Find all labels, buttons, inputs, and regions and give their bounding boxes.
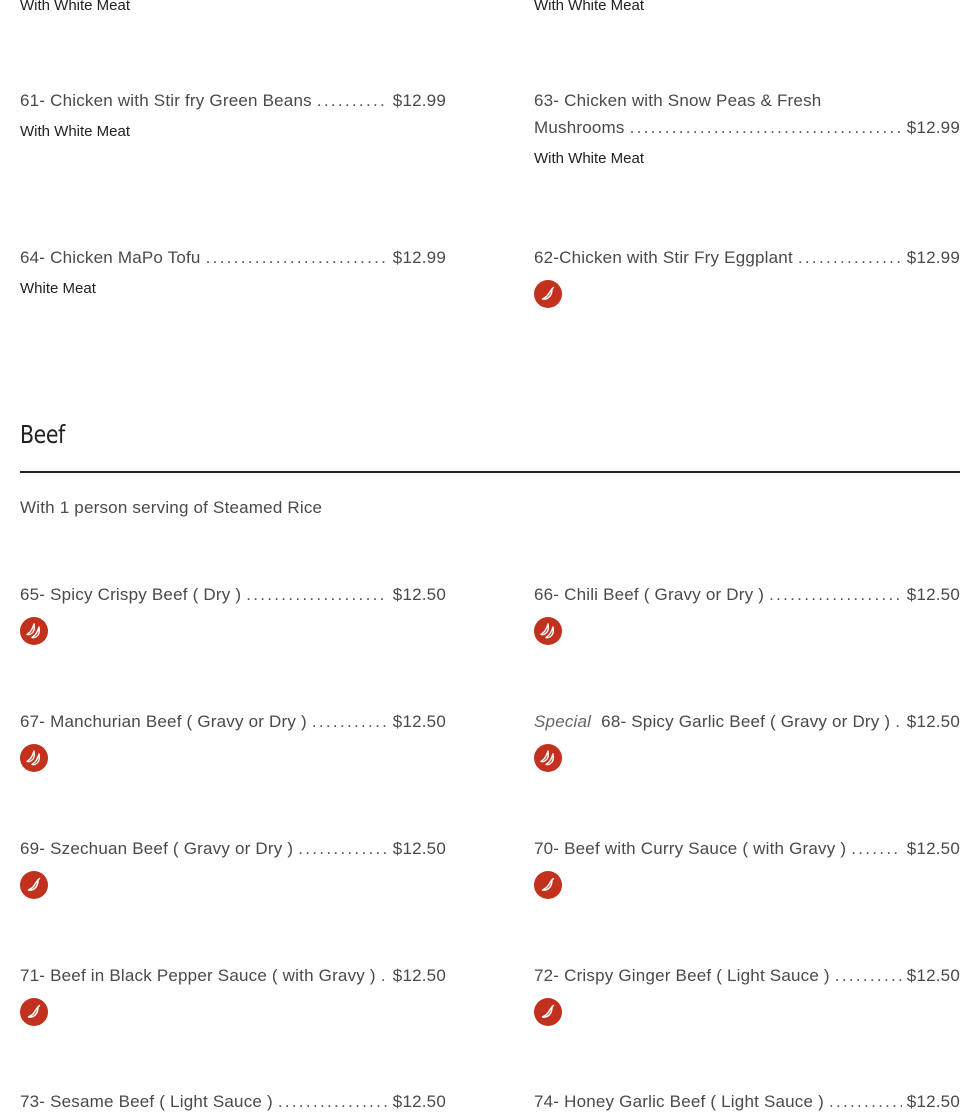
item-price: $12.99 [392,248,446,267]
item-name: 69- Szechuan Beef ( Gravy or Dry ) [20,839,294,858]
double-chili-pepper-icon [20,744,48,772]
item-name-line2: Mushrooms [534,118,625,137]
item-price: $12.99 [906,118,960,137]
item-price: $12.50 [392,839,446,858]
special-tag: Special [534,712,592,731]
item-name: 66- Chili Beef ( Gravy or Dry ) [534,585,765,604]
item-name: 62-Chicken with Stir Fry Eggplant [534,248,793,267]
item-description: White Meat [20,280,96,297]
dot-leader [798,244,902,271]
menu-item-65[interactable] [20,581,446,645]
menu-item-67[interactable] [20,708,446,772]
dot-leader [381,962,388,989]
dot-leader [829,1088,902,1115]
item-name: 64- Chicken MaPo Tofu [20,248,201,267]
chili-pepper-icon [534,280,562,308]
menu-item-66[interactable] [534,581,960,645]
partial-item-left [20,0,446,16]
item-name: 68- Spicy Garlic Beef ( Gravy or Dry ) [601,712,891,731]
menu-item-62[interactable] [534,244,960,308]
menu-item-71[interactable] [20,962,446,1026]
chili-pepper-icon [20,998,48,1026]
item-price: $12.50 [906,966,960,985]
item-name: 61- Chicken with Stir fry Green Beans [20,91,312,110]
item-price: $12.50 [906,585,960,604]
dot-leader [769,581,902,608]
item-name: 67- Manchurian Beef ( Gravy or Dry ) [20,712,307,731]
menu-item-68[interactable] [534,708,960,772]
item-name: 71- Beef in Black Pepper Sauce ( with Gravy ) [20,966,376,985]
dot-leader [298,835,388,862]
double-chili-pepper-icon [534,744,562,772]
item-description: With White Meat [534,150,645,167]
double-chili-pepper-icon [20,617,48,645]
menu-item-61[interactable] [20,87,446,142]
item-price: $12.50 [906,712,960,731]
item-price: $12.99 [906,248,960,267]
item-price: $12.50 [906,839,960,858]
item-description: With White Meat [20,123,131,140]
dot-leader [312,708,388,735]
section-subtitle: With 1 person serving of Steamed Rice [20,498,323,517]
section-title: Beef [20,420,65,449]
item-price: $12.99 [392,91,446,110]
item-description: With White Meat [20,0,131,14]
item-name: 72- Crispy Ginger Beef ( Light Sauce ) [534,966,830,985]
menu-item-74[interactable] [534,1088,960,1115]
menu-item-70[interactable] [534,835,960,899]
chili-pepper-icon [534,998,562,1026]
chili-pepper-icon [534,871,562,899]
dot-leader [206,244,388,271]
dot-leader [278,1088,388,1115]
dot-leader [835,962,902,989]
partial-item-right [534,0,960,16]
dot-leader [851,835,902,862]
menu-item-72[interactable] [534,962,960,1026]
item-price: $12.50 [392,966,446,985]
dot-leader [317,87,388,114]
item-price: $12.50 [392,1092,446,1111]
item-description: With White Meat [534,0,645,14]
item-name: 70- Beef with Curry Sauce ( with Gravy ) [534,839,847,858]
item-price: $12.50 [906,1092,960,1111]
item-price: $12.50 [392,585,446,604]
dot-leader [630,114,902,141]
dot-leader [895,708,902,735]
menu-item-63[interactable] [534,87,960,169]
item-name: 74- Honey Garlic Beef ( Light Sauce ) [534,1092,824,1111]
menu-item-69[interactable] [20,835,446,899]
double-chili-pepper-icon [534,617,562,645]
item-name: 73- Sesame Beef ( Light Sauce ) [20,1092,273,1111]
menu-item-73[interactable] [20,1088,446,1115]
dot-leader [246,581,388,608]
item-price: $12.50 [392,712,446,731]
chili-pepper-icon [20,871,48,899]
item-name-line1: 63- Chicken with Snow Peas & Fresh [534,91,822,110]
menu-item-64[interactable] [20,244,446,299]
section-divider [20,471,960,473]
item-name: 65- Spicy Crispy Beef ( Dry ) [20,585,242,604]
